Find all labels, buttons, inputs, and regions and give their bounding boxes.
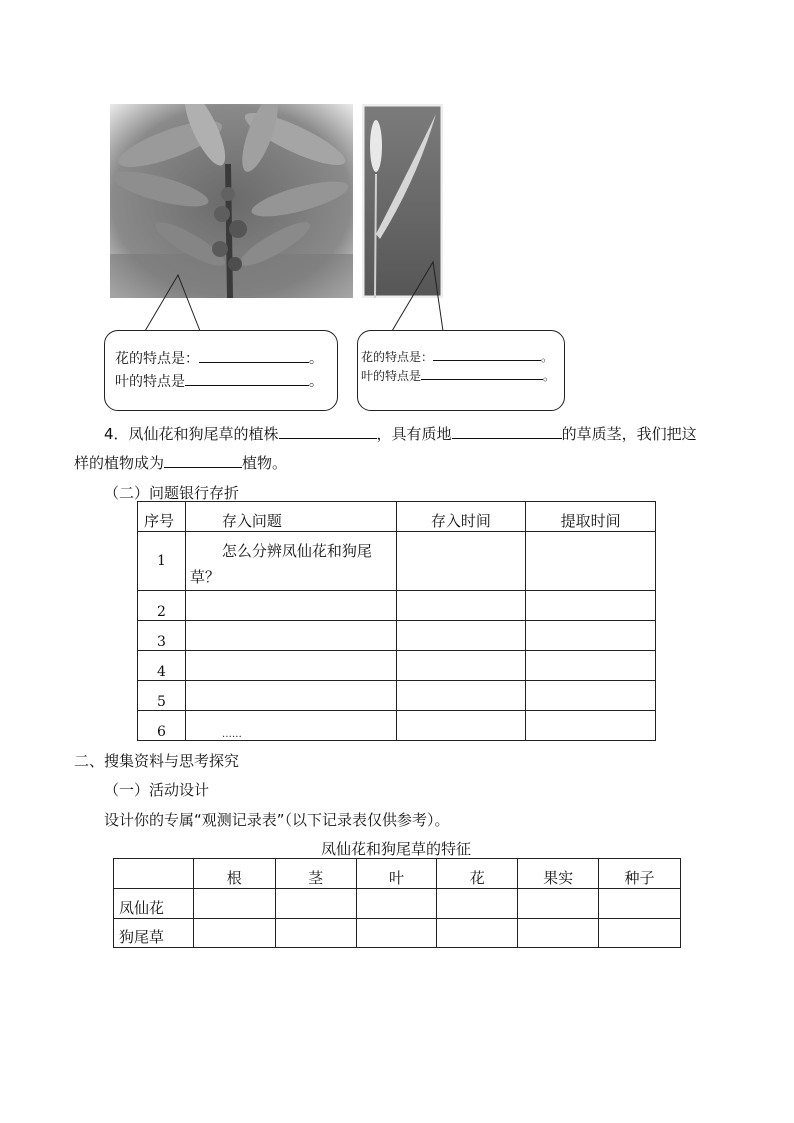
question-cell[interactable]: 怎么分辨凤仙花和狗尾草？ bbox=[185, 532, 396, 591]
section-2-heading: 二、搜集资料与思考探究 bbox=[74, 752, 240, 770]
flower-label: 花的特点是： bbox=[361, 350, 434, 364]
question-cell[interactable] bbox=[185, 591, 396, 621]
deposit-time-cell[interactable] bbox=[396, 532, 526, 591]
feature-table-caption: 凤仙花和狗尾草的特征 bbox=[320, 840, 471, 858]
header-cell: 序号 bbox=[138, 502, 186, 532]
withdraw-time-cell[interactable] bbox=[526, 651, 656, 681]
end-mark: 。 bbox=[541, 350, 554, 364]
header-cell: 提取时间 bbox=[526, 502, 656, 532]
header-cell: 叶 bbox=[356, 859, 437, 889]
flower-feature-line bbox=[361, 348, 553, 365]
data-cell[interactable] bbox=[356, 919, 437, 948]
q4-text-2: ，具有质地 bbox=[376, 425, 452, 443]
end-mark: 。 bbox=[309, 351, 323, 367]
table-header-row bbox=[138, 502, 656, 532]
data-cell[interactable] bbox=[599, 889, 681, 919]
question-cell[interactable]: …… bbox=[185, 711, 396, 741]
deposit-time-cell[interactable] bbox=[396, 711, 526, 741]
deposit-time-cell[interactable] bbox=[396, 621, 526, 651]
table-row bbox=[114, 919, 681, 948]
feature-table bbox=[113, 858, 681, 948]
data-cell[interactable] bbox=[599, 919, 681, 948]
table-row bbox=[138, 532, 656, 591]
activity-design-heading: （一）活动设计 bbox=[104, 781, 210, 799]
withdraw-time-cell[interactable] bbox=[526, 681, 656, 711]
row-number: 5 bbox=[138, 681, 186, 711]
q4-blank-1[interactable] bbox=[279, 438, 377, 439]
q4-blank-2[interactable] bbox=[452, 438, 562, 439]
data-cell[interactable] bbox=[518, 889, 599, 919]
table-row bbox=[138, 621, 656, 651]
header-cell: 花 bbox=[437, 859, 518, 889]
table-row bbox=[114, 889, 681, 919]
data-cell[interactable] bbox=[518, 919, 599, 948]
deposit-time-cell[interactable] bbox=[396, 591, 526, 621]
withdraw-time-cell[interactable] bbox=[526, 621, 656, 651]
row-number: 2 bbox=[138, 591, 186, 621]
flower-blank[interactable] bbox=[433, 360, 541, 361]
row-number: 4 bbox=[138, 651, 186, 681]
deposit-time-cell[interactable] bbox=[396, 651, 526, 681]
withdraw-time-cell[interactable] bbox=[526, 532, 656, 591]
question-4-line-2 bbox=[74, 453, 287, 473]
leaf-feature-line bbox=[361, 367, 555, 384]
withdraw-time-cell[interactable] bbox=[526, 711, 656, 741]
table-row bbox=[138, 591, 656, 621]
question-4-line-1 bbox=[104, 424, 697, 444]
row-label: 狗尾草 bbox=[114, 919, 194, 948]
data-cell[interactable] bbox=[193, 919, 275, 948]
header-cell: 种子 bbox=[599, 859, 681, 889]
deposit-time-cell[interactable] bbox=[396, 681, 526, 711]
leaf-blank[interactable] bbox=[421, 379, 543, 380]
impatiens-callout bbox=[104, 330, 338, 411]
data-cell[interactable] bbox=[193, 889, 275, 919]
leaf-label: 叶的特点是 bbox=[115, 374, 185, 390]
leaf-blank[interactable] bbox=[185, 385, 309, 386]
leaf-label: 叶的特点是 bbox=[361, 369, 422, 383]
end-mark: 。 bbox=[543, 369, 556, 383]
question-cell[interactable] bbox=[185, 681, 396, 711]
q4-text-5: 植物。 bbox=[242, 454, 288, 472]
flower-label: 花的特点是： bbox=[115, 351, 199, 367]
row-label: 凤仙花 bbox=[114, 889, 194, 919]
row-number: 1 bbox=[138, 532, 186, 591]
q4-text-4: 样的植物成为 bbox=[74, 454, 165, 472]
question-bank-table bbox=[137, 501, 656, 741]
withdraw-time-cell[interactable] bbox=[526, 591, 656, 621]
header-cell bbox=[114, 859, 194, 889]
row-number: 3 bbox=[138, 621, 186, 651]
header-cell: 果实 bbox=[518, 859, 599, 889]
q4-text-1: 4．凤仙花和狗尾草的植株 bbox=[104, 425, 279, 443]
leaf-feature-line bbox=[115, 371, 323, 391]
question-cell[interactable] bbox=[185, 651, 396, 681]
header-cell: 存入时间 bbox=[396, 502, 526, 532]
q4-text-3: 的草质茎，我们把这 bbox=[561, 425, 697, 443]
data-cell[interactable] bbox=[275, 919, 356, 948]
instruction-text: 设计你的专属“观测记录表”（以下记录表仅供参考）。 bbox=[104, 811, 450, 829]
header-cell: 存入问题 bbox=[185, 502, 396, 532]
data-cell[interactable] bbox=[356, 889, 437, 919]
header-cell: 根 bbox=[193, 859, 275, 889]
header-cell: 茎 bbox=[275, 859, 356, 889]
q4-blank-3[interactable] bbox=[164, 467, 242, 468]
table-row bbox=[138, 711, 656, 741]
flower-blank[interactable] bbox=[199, 362, 309, 363]
data-cell[interactable] bbox=[275, 889, 356, 919]
foxtail-callout bbox=[357, 330, 565, 411]
row-number: 6 bbox=[138, 711, 186, 741]
question-cell[interactable] bbox=[185, 621, 396, 651]
question-bank-heading: （二）问题银行存折 bbox=[104, 484, 240, 502]
data-cell[interactable] bbox=[437, 919, 518, 948]
data-cell[interactable] bbox=[437, 889, 518, 919]
flower-feature-line bbox=[115, 348, 323, 368]
table-row bbox=[138, 681, 656, 711]
table-row bbox=[138, 651, 656, 681]
table-header-row bbox=[114, 859, 681, 889]
end-mark: 。 bbox=[309, 374, 323, 390]
